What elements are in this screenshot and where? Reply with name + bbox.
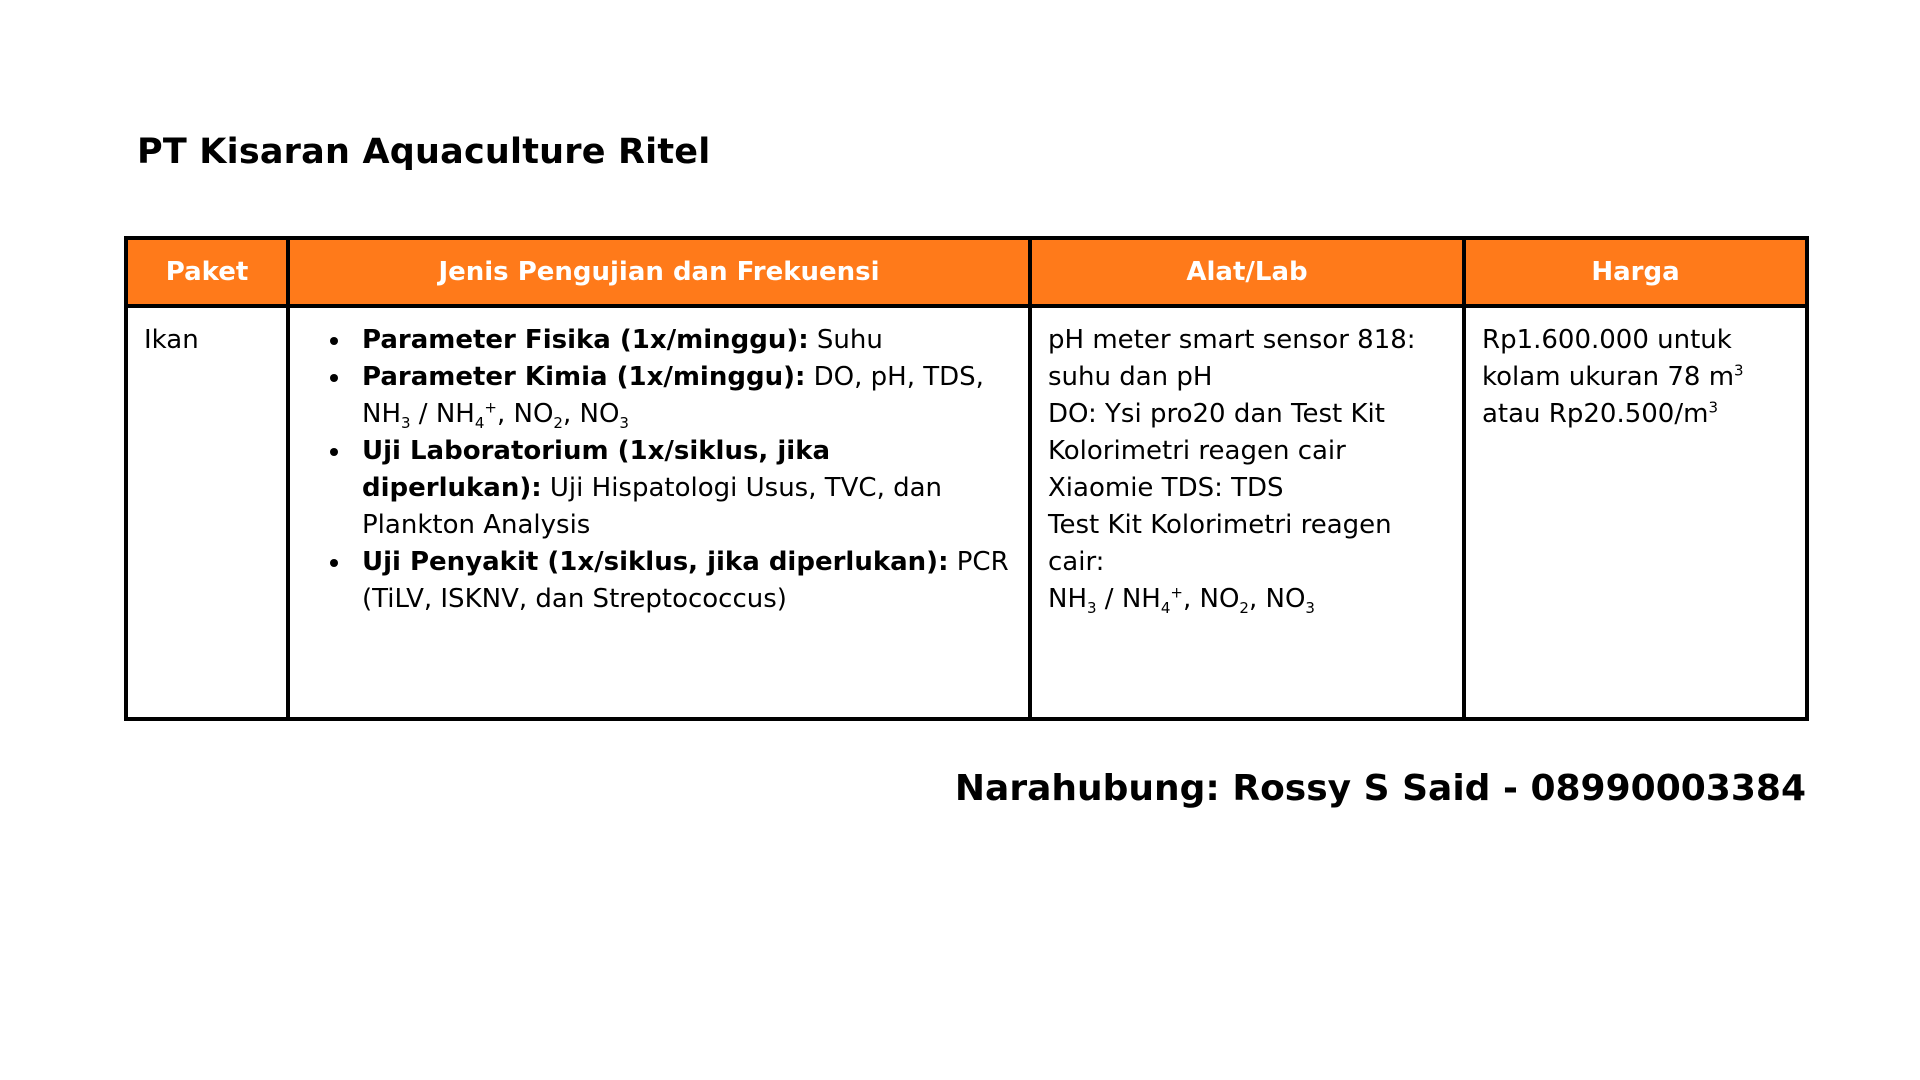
subscript: 4 [474, 414, 485, 433]
test-label: Parameter Kimia (1x/minggu): [362, 362, 806, 392]
formula-text: , NO [1248, 584, 1306, 614]
company-title: PT Kisaran Aquaculture Ritel [137, 132, 711, 172]
pricing-table [124, 236, 1809, 721]
tool-line: Test Kit Kolorimetri reagen cair: [1048, 510, 1392, 577]
test-text: , NO [562, 399, 620, 429]
header-alat-lab: Alat/Lab [1030, 238, 1464, 306]
contact-info: Narahubung: Rossy S Said - 08990003384 [954, 768, 1806, 809]
superscript: 3 [1708, 398, 1718, 417]
superscript: + [1170, 583, 1183, 602]
subscript: 2 [553, 414, 563, 433]
formula-text: NH [1048, 584, 1087, 614]
test-text: PCR (TiLV, ISKNV, dan Streptococcus) [362, 547, 1009, 614]
superscript: + [484, 398, 497, 417]
table-header-row [126, 238, 1807, 306]
test-label: Uji Laboratorium (1x/siklus, jika diperlukan): [362, 436, 831, 503]
formula-text: , NO [1182, 584, 1240, 614]
table-row [126, 306, 1807, 719]
test-text: / NH [410, 399, 475, 429]
test-text: DO, pH, TDS, NH [362, 362, 984, 429]
test-text: , NO [496, 399, 554, 429]
cell-tools [1030, 306, 1464, 719]
subscript: 4 [1160, 599, 1171, 618]
subscript: 2 [1239, 599, 1249, 618]
superscript: 3 [1734, 361, 1744, 380]
header-paket: Paket [126, 238, 288, 306]
formula-text: / NH [1096, 584, 1161, 614]
subscript: 3 [1087, 599, 1097, 618]
header-harga: Harga [1464, 238, 1807, 306]
price-text: Rp1.600.000 untuk kolam ukuran 78 m [1482, 325, 1735, 392]
cell-paket: Ikan [126, 306, 288, 719]
test-text: Uji Hispatologi Usus, TVC, dan Plankton Analysis [362, 473, 943, 540]
subscript: 3 [619, 414, 629, 433]
header-jenis-pengujian: Jenis Pengujian dan Frekuensi [288, 238, 1030, 306]
subscript: 3 [1305, 599, 1315, 618]
cell-tests [288, 306, 1030, 719]
test-label: Parameter Fisika (1x/minggu): [362, 325, 809, 355]
tool-line: DO: Ysi pro20 dan Test Kit Kolorimetri reagen cair [1048, 399, 1385, 466]
tool-line-formula [1048, 581, 1446, 618]
cell-price [1464, 306, 1807, 719]
tool-line: Xiaomie TDS: TDS [1048, 473, 1284, 503]
test-text: Suhu [808, 325, 883, 355]
subscript: 3 [401, 414, 411, 433]
price-text: atau Rp20.500/m [1482, 399, 1709, 429]
list-item-parameter-fisika [352, 322, 1012, 359]
list-item-uji-laboratorium [352, 433, 1012, 544]
list-item-uji-penyakit [352, 544, 1012, 618]
test-label: Uji Penyakit (1x/siklus, jika diperlukan): [362, 547, 949, 577]
list-item-parameter-kimia [352, 359, 1012, 433]
tests-list [306, 322, 1012, 618]
tool-line: pH meter smart sensor 818: suhu dan pH [1048, 325, 1416, 392]
